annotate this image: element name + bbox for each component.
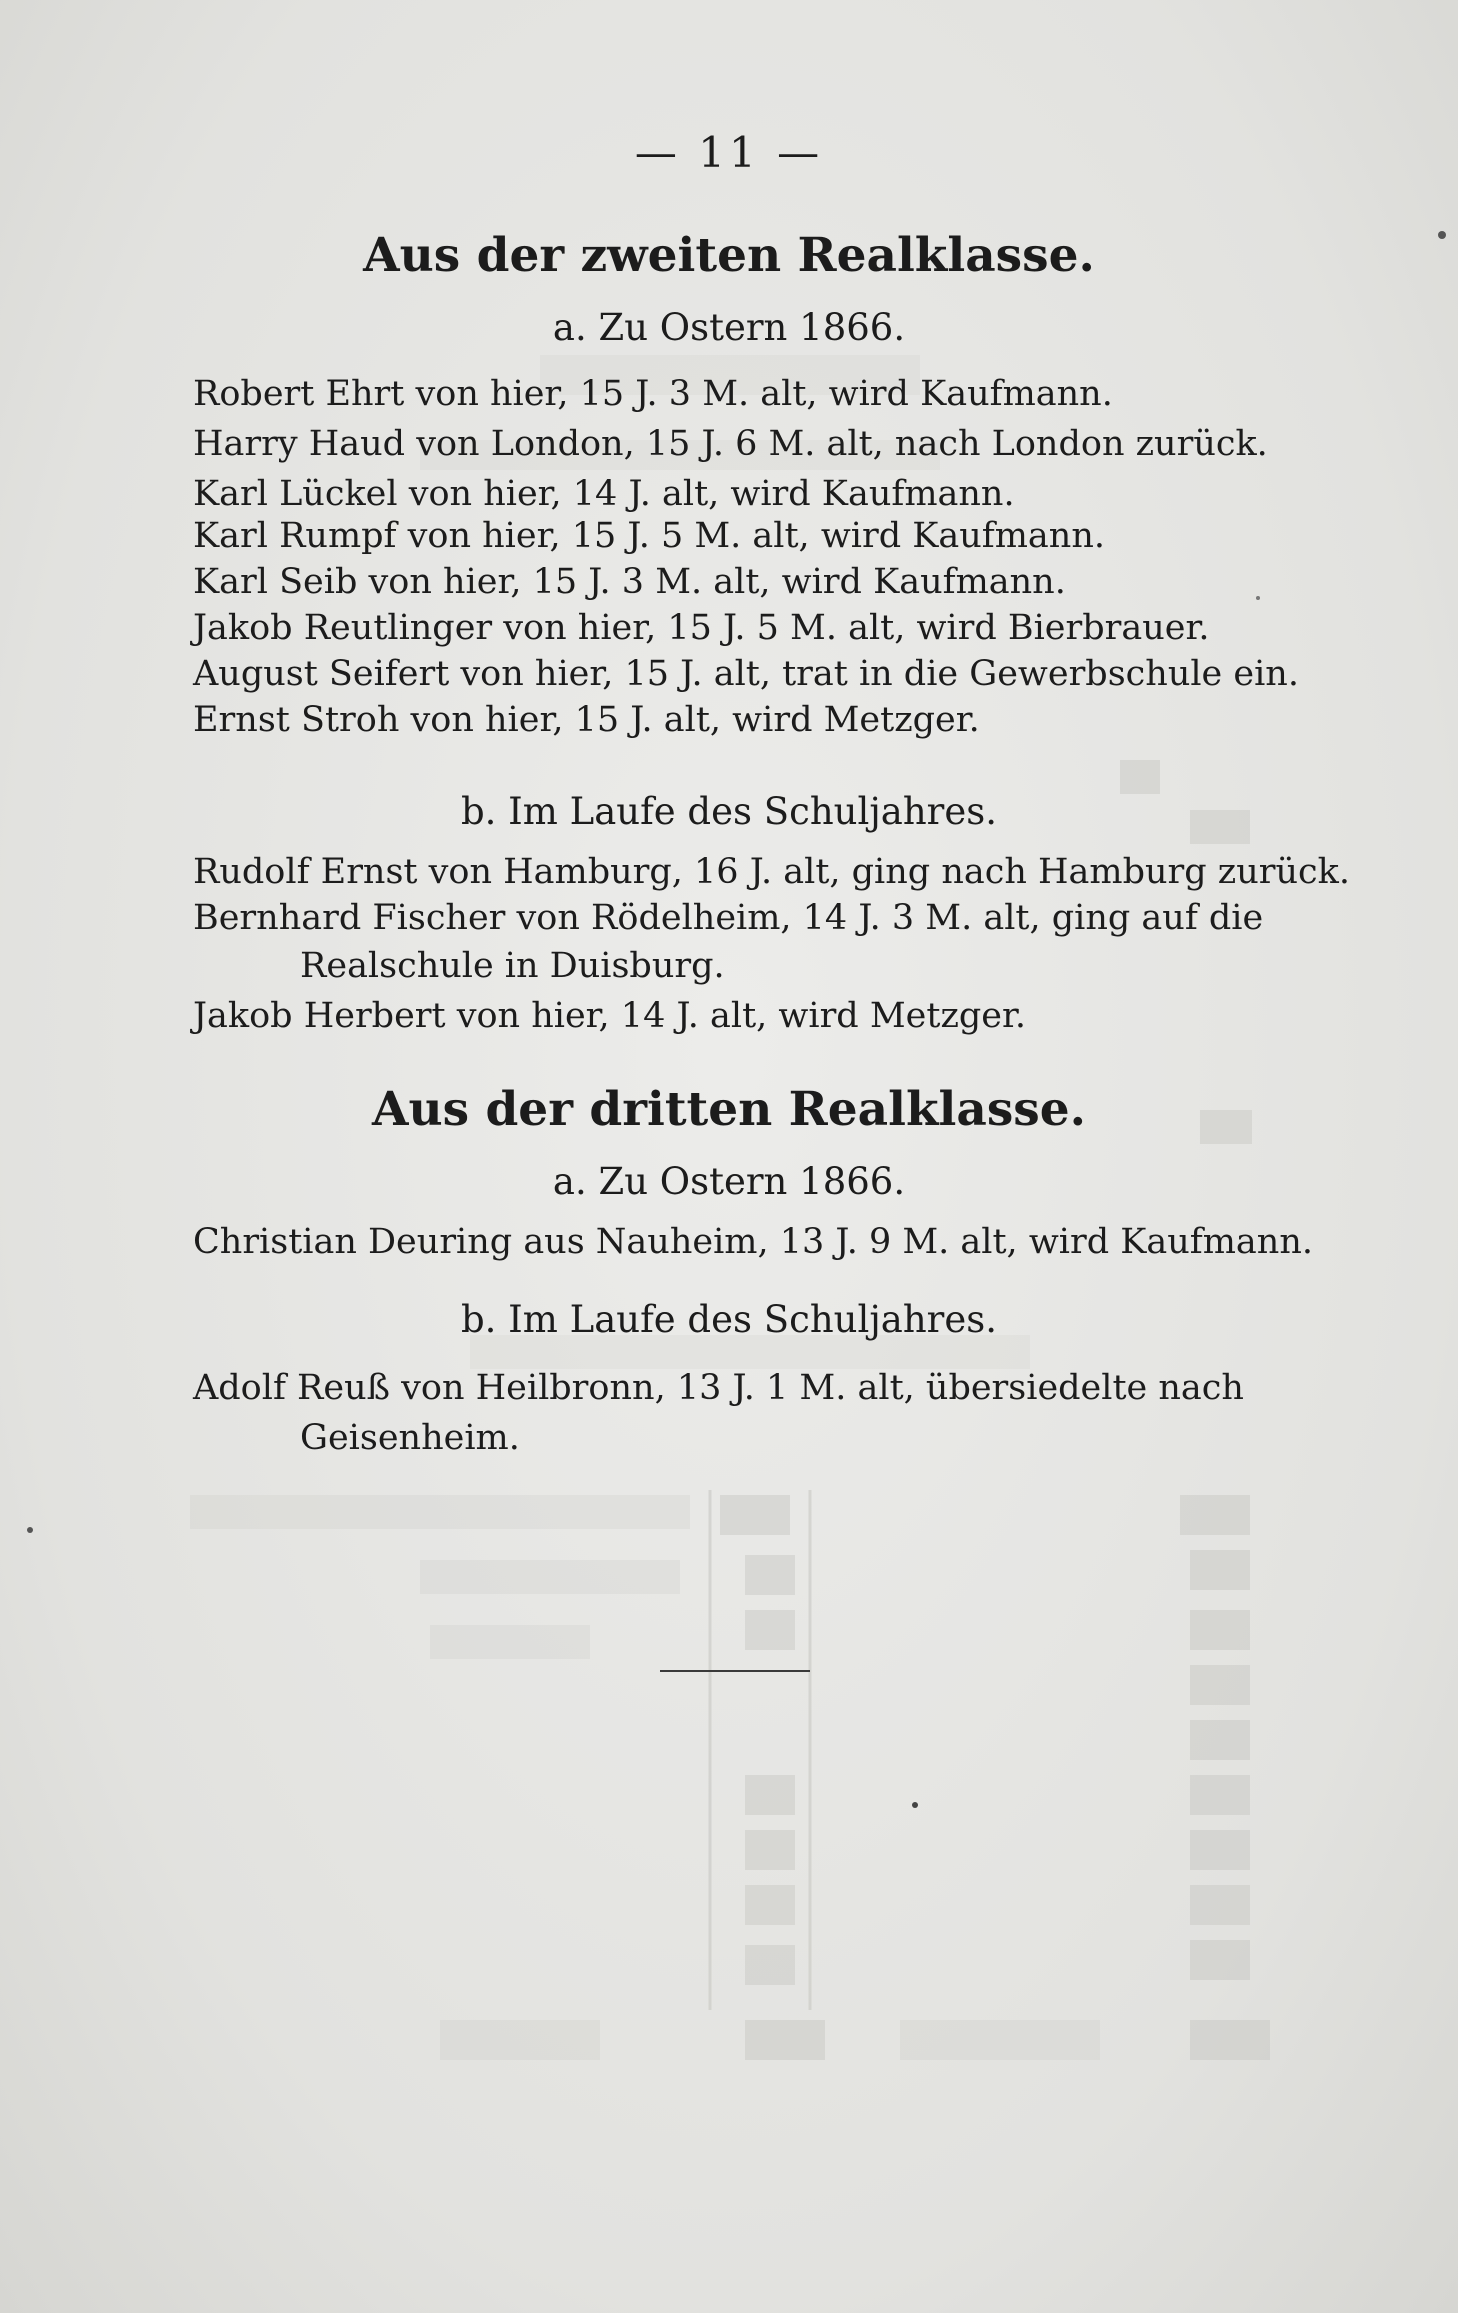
list-item: Christian Deuring aus Nauheim, 13 J. 9 M. alt, wird Kaufmann.: [193, 1222, 1313, 1262]
list-item: Robert Ehrt von hier, 15 J. 3 M. alt, wird Kaufmann.: [193, 374, 1113, 414]
list-item: Karl Seib von hier, 15 J. 3 M. alt, wird Kaufmann.: [193, 562, 1066, 602]
subheading: a. Zu Ostern 1866.: [552, 306, 906, 349]
list-item: Jakob Herbert von hier, 14 J. alt, wird Metzger.: [193, 996, 1027, 1036]
list-item: Rudolf Ernst von Hamburg, 16 J. alt, ging nach Hamburg zurück.: [193, 852, 1350, 892]
subheading: b. Im Laufe des Schuljahres.: [460, 790, 998, 833]
list-item: August Seifert von hier, 15 J. alt, trat in die Gewerbschule ein.: [193, 654, 1299, 694]
section-heading: Aus der dritten Realklasse.: [371, 1082, 1087, 1137]
list-item-continuation: Geisenheim.: [300, 1418, 520, 1458]
list-item: Karl Rumpf von hier, 15 J. 5 M. alt, wird Kaufmann.: [193, 516, 1105, 556]
list-item: Jakob Reutlinger von hier, 15 J. 5 M. alt, wird Bierbrauer.: [193, 608, 1210, 648]
list-item: Bernhard Fischer von Rödelheim, 14 J. 3 M. alt, ging auf die: [193, 898, 1264, 938]
list-item: Ernst Stroh von hier, 15 J. alt, wird Metzger.: [193, 700, 980, 740]
page-number: — 11 —: [634, 128, 824, 177]
list-item: Harry Haud von London, 15 J. 6 M. alt, nach London zurück.: [193, 424, 1268, 464]
subheading: b. Im Laufe des Schuljahres.: [460, 1298, 998, 1341]
list-item-continuation: Realschule in Duisburg.: [300, 946, 725, 986]
list-item: Karl Lückel von hier, 14 J. alt, wird Kaufmann.: [193, 474, 1015, 514]
section-heading: Aus der zweiten Realklasse.: [363, 228, 1095, 283]
subheading: a. Zu Ostern 1866.: [552, 1160, 906, 1203]
closing-rule: [660, 1670, 810, 1672]
list-item: Adolf Reuß von Heilbronn, 13 J. 1 M. alt, übersiedelte nach: [193, 1368, 1244, 1408]
